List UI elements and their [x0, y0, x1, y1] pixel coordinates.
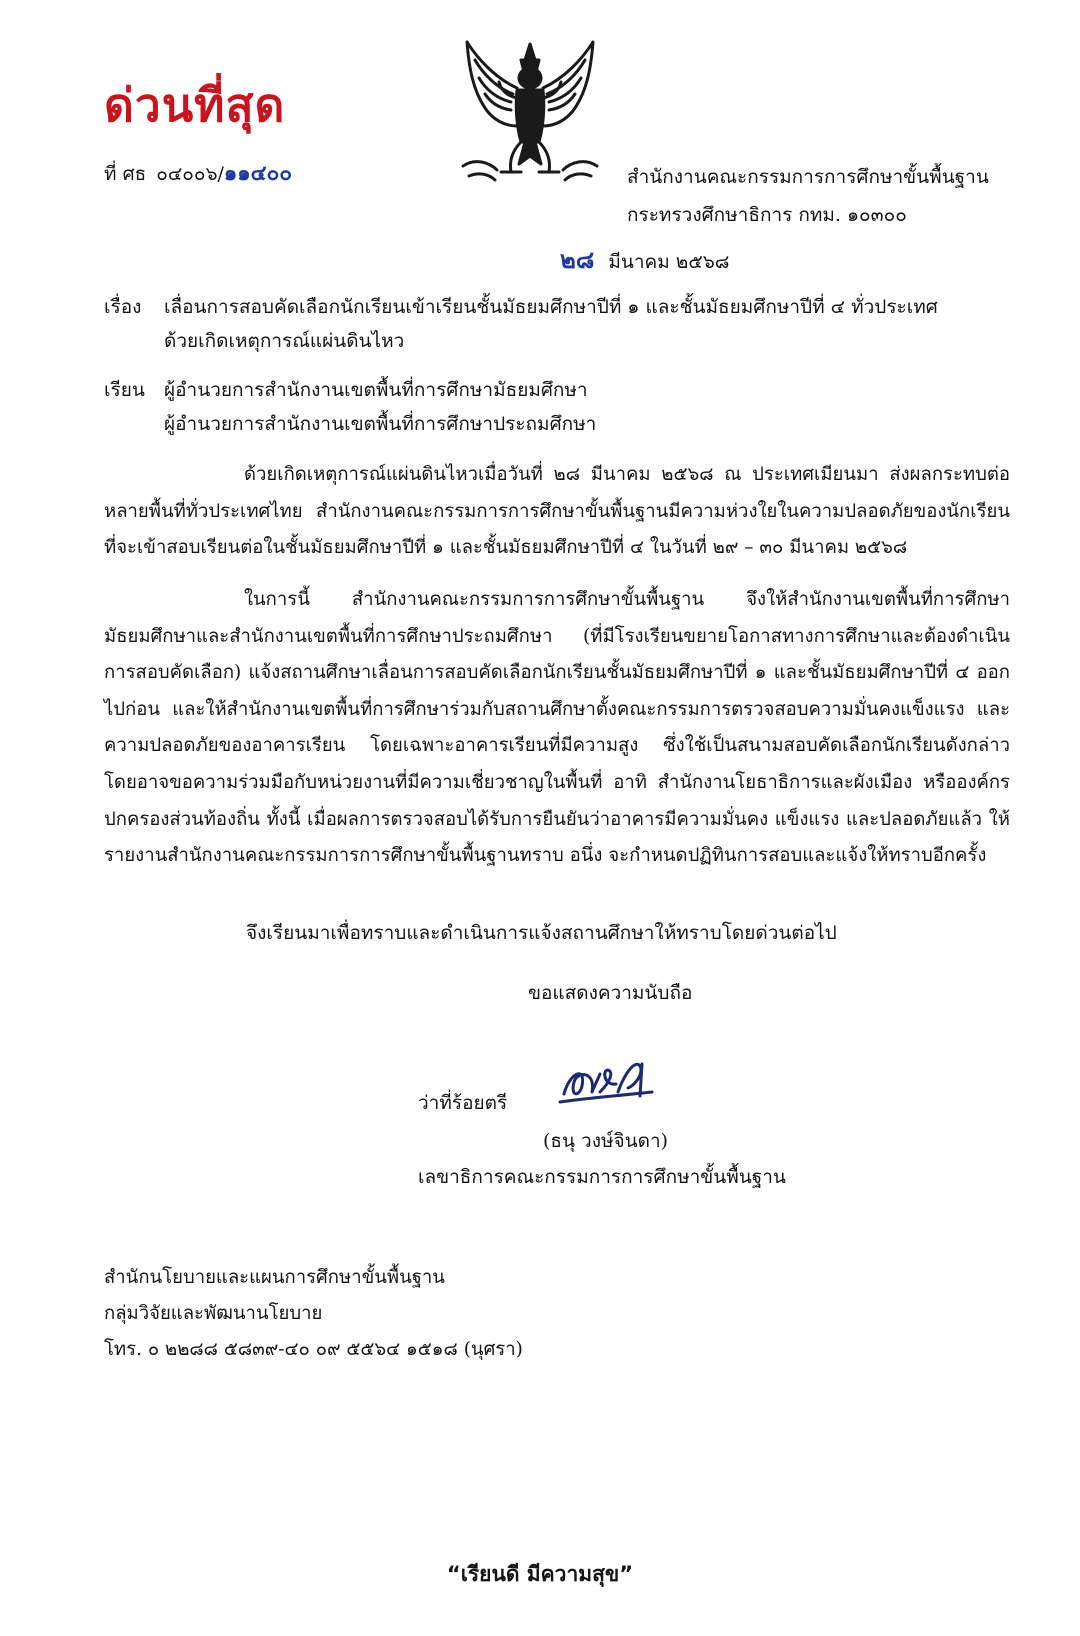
salutation-label: เรียน [104, 379, 145, 401]
body-paragraph-2: ในการนี้ สำนักงานคณะกรรมการการศึกษาขั้นพื้นฐาน จึงให้สำนักงานเขตพื้นที่การศึกษามัธยมศึกษาและสำนักงานเขตพื้นที่การศึกษาประถมศึกษา (ที่มีโรงเรียนขยายโอกาสทางการศึกษาและต้องดำเนินการสอบคัดเลือก) แจ้งสถานศึกษาเลื่อนการสอบคัดเลือกนักเรียนชั้นมัธยมศึกษาปีที่ ๑ และชั้นมัธยมศึกษาปีที่ ๔ ออกไปก่อน และให้สำนักงานเขตพื้นที่การศึกษาร่วมกับสถานศึกษาตั้งคณะกรรมการตรวจสอบความมั่นคงแข็งแรง และความปลอดภัยของอาคารเรียน โดยเฉพาะอาคารเรียนที่มีความสูง ซึ่งใช้เป็นสนามสอบคัดเลือกนักเรียนดังกล่าว โดยอาจขอความร่วมมือกับหน่วยงานที่มีความเชี่ยวชาญในพื้นที่ อาทิ สำนักงานโยธาธิการและผังเมือง หรือองค์กรปกครองส่วนท้องถิ่น ทั้งนี้ เมื่อผลการตรวจสอบได้รับการยืนยันว่าอาคารมีความมั่นคง แข็งแรง และปลอดภัยแล้ว ให้รายงานสำนักงานคณะกรรมการการศึกษาขั้นพื้นฐานทราบ อนึ่ง จะกำหนดปฏิทินการสอบและแจ้งให้ทราบอีกครั้ง [104, 589, 1010, 867]
signer-name: (ธนุ วงษ์จินดา) [543, 1130, 669, 1152]
closing-sentence: จึงเรียนมาเพื่อทราบและดำเนินการแจ้งสถานศึกษาให้ทราบโดยด่วนต่อไป [246, 922, 837, 944]
agency-name: สำนักงานคณะกรรมการการศึกษาขั้นพื้นฐาน [627, 166, 989, 188]
signer-title: เลขาธิการคณะกรรมการการศึกษาขั้นพื้นฐาน [418, 1166, 786, 1188]
footer-group: กลุ่มวิจัยและพัฒนานโยบาย [104, 1303, 323, 1324]
letter-date [560, 240, 729, 279]
motto: “เรียนดี มีความสุข” [446, 1562, 634, 1586]
reference-code: ๐๔๐๐๖/ [156, 163, 224, 185]
contact-footer [104, 1260, 523, 1368]
signer-rank: ว่าที่ร้อยตรี [418, 1092, 508, 1114]
urgency-stamp: ด่วนที่สุด [104, 78, 286, 132]
date-day-handwritten: ๒๘ [560, 246, 595, 274]
reference-label: ที่ ศธ [104, 163, 147, 185]
subject-line-2: ด้วยเกิดเหตุการณ์แผ่นดินไหว [164, 330, 405, 352]
reference-handwritten: ๑๑๔๐๐ [223, 161, 293, 185]
agency-address: กระทรวงศึกษาธิการ กทม. ๑๐๓๐๐ [627, 204, 907, 226]
recipient-1: ผู้อำนวยการสำนักงานเขตพื้นที่การศึกษามัธยมศึกษา [164, 379, 588, 401]
subject-label: เรื่อง [104, 296, 142, 318]
subject-line-1: เลื่อนการสอบคัดเลือกนักเรียนเข้าเรียนชั้นมัธยมศึกษาปีที่ ๑ และชั้นมัธยมศึกษาปีที่ ๔ ทั่วประเทศ [164, 296, 938, 318]
regards: ขอแสดงความนับถือ [528, 982, 693, 1004]
footer-office: สำนักนโยบายและแผนการศึกษาขั้นพื้นฐาน [104, 1267, 445, 1288]
footer-phone: โทร. ๐ ๒๒๘๘ ๕๘๓๙-๔๐ ๐๙ ๕๕๖๔ ๑๕๑๘ (นุศรา) [104, 1339, 523, 1360]
garuda-emblem-icon [455, 38, 605, 193]
body-paragraph-1: ด้วยเกิดเหตุการณ์แผ่นดินไหวเมื่อวันที่ ๒๘ มีนาคม ๒๕๖๘ ณ ประเทศเมียนมา ส่งผลกระทบต่อหลายพื้นที่ทั่วประเทศไทย สำนักงานคณะกรรมการการศึกษาขั้นพื้นฐานมีความห่วงใยในความปลอดภัยของนักเรียนที่จะเข้าสอบเรียนต่อในชั้นมัธยมศึกษาปีที่ ๑ และชั้นมัธยมศึกษาปีที่ ๔ ในวันที่ ๒๙ – ๓๐ มีนาคม ๒๕๖๘ [104, 464, 1010, 559]
signature-scribble [556, 1052, 666, 1110]
subject-text [164, 290, 938, 358]
reference-number [104, 157, 292, 190]
recipient-2: ผู้อำนวยการสำนักงานเขตพื้นที่การศึกษาประถมศึกษา [164, 413, 597, 435]
issuing-agency [627, 158, 989, 234]
date-month-year: มีนาคม ๒๕๖๘ [608, 251, 730, 273]
salutation-recipients [164, 373, 596, 441]
